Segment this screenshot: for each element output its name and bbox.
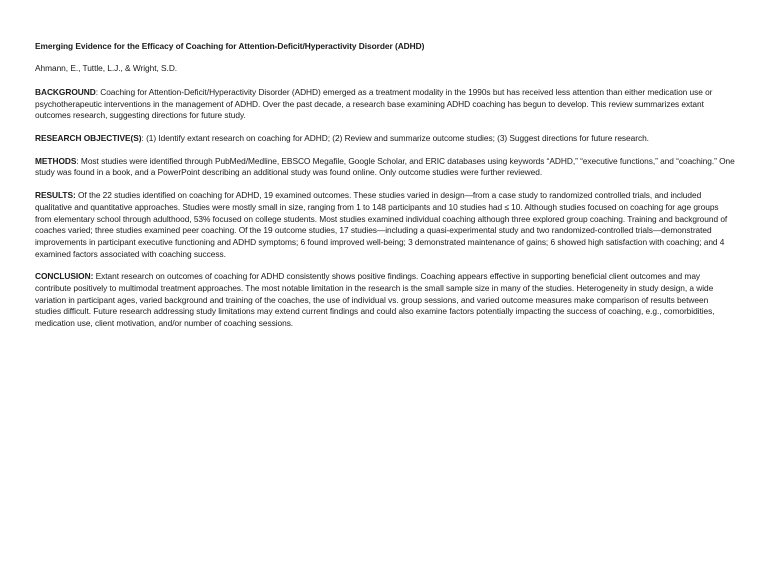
research-objectives-section — [35, 133, 735, 145]
background-label: BACKGROUND — [35, 86, 96, 97]
conclusion-text: Extant research on outcomes of coaching for ADHD consistently shows positive findings. Coaching appears effective in supporting beneficial client outcomes and may contribute positively to multimodal treatment approaches. The most notable limitation in the research is the small sample size in many of the studies. Heterogeneity in study design, a wide variation in participant ages, varied background and training of the coaches, the use of individual vs. group sessions, and varied outcome measures make comparison of results between studies difficult. Future research addressing study limitations may extend current findings and could also examine factors potentially impacting the success of coaching, e.g., comorbidities, medication use, client motivation, and/or number of coaching sessions. — [35, 271, 715, 329]
results-label: RESULTS: — [35, 190, 76, 201]
results-text: Of the 22 studies identified on coaching for ADHD, 19 examined outcomes. These studies varied in design—from a case study to randomized controlled trials, and included qualitative and quantitative approaches. Studies were mostly small in size, ranging from 1 to 148 participants and 10 studies had ≤ 10. Although studies focused on coaching for age groups from elementary school through adulthood, 53% focused on college students. Most studies examined individual coaching although three explored group coaching. Training and background of coaches varied; three studies examined peer coaching. Of the 19 outcome studies, 17 studies—including a quasi-experimental study and two randomized-controlled trials—demonstrated improvements in participant executive functioning and ADHD symptoms; 6 found improved well-being; 3 demonstrated maintenance of gains; 6 showed high satisfaction with coaching; and 4 examined factors associated with coaching success. — [35, 190, 728, 259]
research-objectives-text: (1) Identify extant research on coaching for ADHD; (2) Review and summarize outcome studies; (3) Suggest directions for future research. — [146, 133, 649, 144]
research-objectives-label: RESEARCH OBJECTIVE(S) — [35, 133, 142, 144]
methods-label: METHODS — [35, 155, 77, 166]
document-title: Emerging Evidence for the Efficacy of Coaching for Attention-Deficit/Hyperactivity Disorder (ADHD) — [35, 41, 425, 51]
conclusion-label: CONCLUSION: — [35, 271, 94, 282]
document-authors: Ahmann, E., Tuttle, L.J., & Wright, S.D. — [35, 63, 178, 74]
conclusion-section — [35, 271, 735, 330]
abstract-page — [35, 41, 735, 341]
results-section — [35, 190, 735, 260]
methods-text: Most studies were identified through PubMed/Medline, EBSCO Megafile, Google Scholar, and ERIC databases using keywords “ADHD,” “executive functions,” and “coaching.” One study was found in a book, and a PowerPoint describing an additional study was found online. Only outcome studies were further reviewed. — [35, 155, 735, 178]
background-section — [35, 87, 735, 122]
background-text: Coaching for Attention-Deficit/Hyperactivity Disorder (ADHD) emerged as a treatment modality in the 1990s but has received less attention than either medication use or psychotherapeutic interventions in the management of ADHD. Over the past decade, a research base examining ADHD coaching has begun to develop. This review summarizes extant outcomes research, suggesting directions for future study. — [35, 86, 713, 121]
research-objectives-separator: : — [141, 133, 147, 144]
methods-section — [35, 156, 735, 179]
methods-separator: : — [76, 155, 81, 166]
background-separator: : — [95, 86, 101, 97]
